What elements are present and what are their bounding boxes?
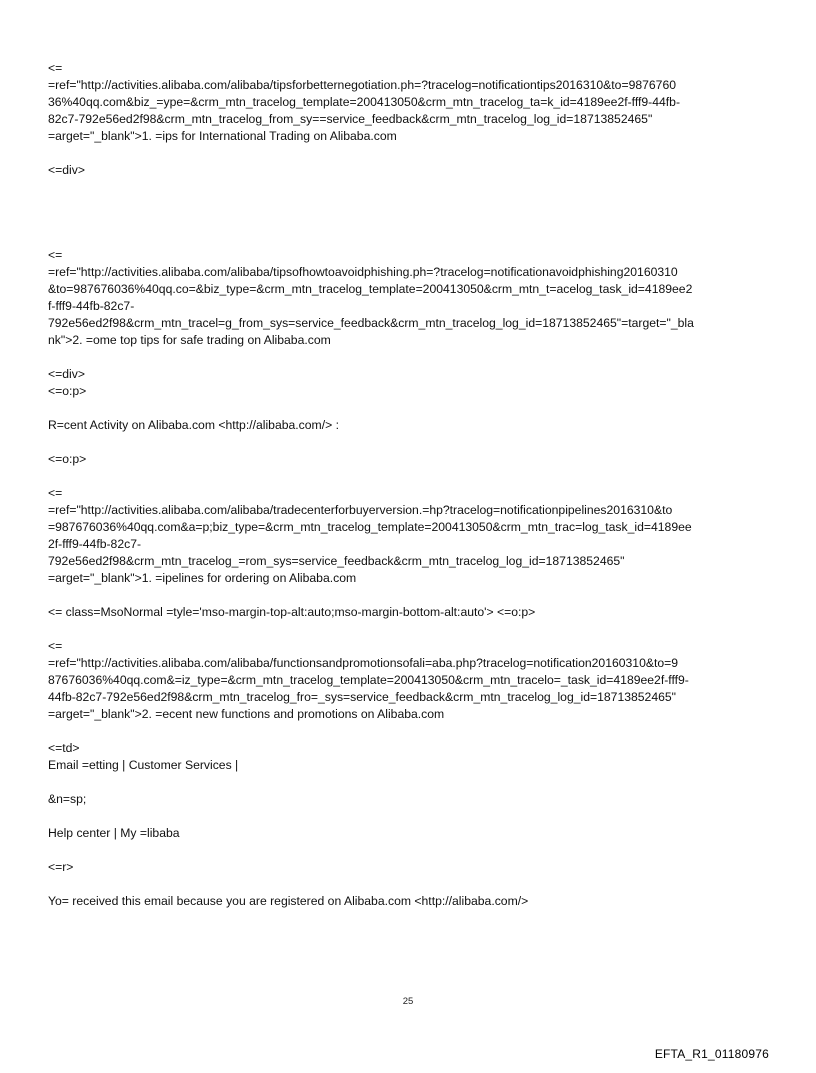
help-center-line: Help center | My =libaba xyxy=(48,826,180,840)
nbsp-line: &n=sp; xyxy=(48,792,87,806)
link-tips-international-trading: <= =ref="http://activities.alibaba.com/alibaba/tipsforbetternegotiation.ph=?tracelog=notificationtips2016310&to=9876760 36%40qq.com&biz_=ype=&crm_mtn_tracelog_template=200413050&crm_mtn_tracelog_ta=k_id=4189ee2f-fff9-44fb- 82c7-792e56ed2f98&crm_mtn_tracelog_from_sy==service_feedback&crm_mtn_tracelog_log_id=18713852465" =arget="_blank">1. =ips for International Trading on Alibaba.com xyxy=(48,61,681,143)
page-number: 25 xyxy=(402,996,414,1007)
br-tag-line: <=r> xyxy=(48,860,74,874)
div-op-tag-lines: <=div> <=o:p> xyxy=(48,367,87,398)
mso-normal-tag-line: <= class=MsoNormal =tyle='mso-margin-top-alt:auto;mso-margin-bottom-alt:auto'> <=o:p> xyxy=(48,605,536,619)
recent-activity-heading: R=cent Activity on Alibaba.com <http://alibaba.com/> : xyxy=(48,418,339,432)
document-id: EFTA_R1_01180976 xyxy=(654,1047,769,1061)
op-tag-line: <=o:p> xyxy=(48,452,87,466)
link-functions-promotions: <= =ref="http://activities.alibaba.com/alibaba/functionsandpromotionsofali=aba.php?tracelog=notification20160310&to=9 87676036%40qq.com&=iz_type=&crm_mtn_tracelog_template=200413050&crm_mtn_tracelo=_task_id=4189ee2f-fff9- 44fb-82c7-792e56ed2f98&crm_mtn_tracelog_fro=_sys=service_feedback&crm_mtn_tracelog_log_id=18713852465" =arget="_blank">2. =ecent new functions and promotions on Alibaba.com xyxy=(48,639,689,721)
registration-notice: Yo= received this email because you are registered on Alibaba.com <http://alibaba.com/> xyxy=(48,894,529,908)
link-pipelines-ordering: <= =ref="http://activities.alibaba.com/alibaba/tradecenterforbuyerversion.=hp?tracelog=notificationpipelines2016310&to =987676036%40qq.com&a=p;biz_type=&crm_mtn_tracelog_template=200413050&crm_mtn_trac=log_task_id=4189ee 2f-fff9-44fb-82c7- 792e56ed2f98&crm_mtn_tracelog_=rom_sys=service_feedback&crm_mtn_tracelog_log_id=18713852465" =arget="_blank">1. =ipelines for ordering on Alibaba.com xyxy=(48,486,692,585)
footer-email-setting-line: <=td> Email =etting | Customer Services | xyxy=(48,741,239,772)
email-body-text xyxy=(48,60,778,910)
div-tag-line: <=div> xyxy=(48,163,85,177)
link-avoid-phishing: <= =ref="http://activities.alibaba.com/alibaba/tipsofhowtoavoidphishing.ph=?tracelog=notificationavoidphishing20160310 &to=987676036%40qq.co=&biz_type=&crm_mtn_tracelog_template=200413050&crm_mtn_t=acelog_task_id=4189ee2 f-fff9-44fb-82c7- 792e56ed2f98&crm_mtn_tracel=g_from_sys=service_feedback&crm_mtn_tracelog_log_id=18713852465"=target="_bla nk">2. =ome top tips for safe trading on Alibaba.com xyxy=(48,248,694,347)
